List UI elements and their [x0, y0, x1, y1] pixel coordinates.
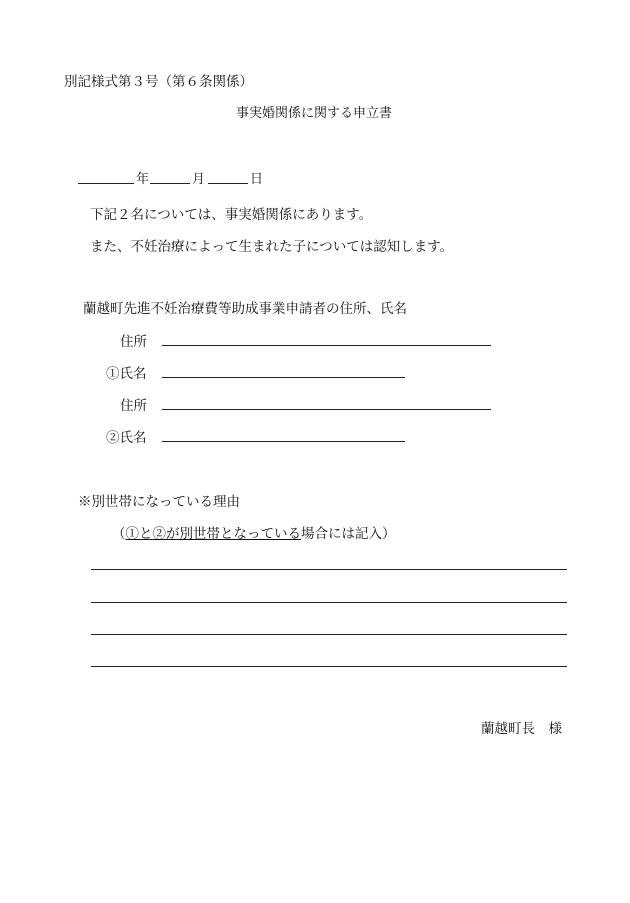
applicant-2-name-field[interactable] [162, 441, 405, 442]
applicant-1-address-label: 住所 [120, 334, 147, 350]
form-number: 別記様式第３号（第６条関係） [64, 74, 253, 90]
date-day-field[interactable] [208, 183, 248, 184]
date-month-field[interactable] [150, 183, 190, 184]
date-year-field[interactable] [78, 183, 134, 184]
page-title: 事実婚関係に関する申立書 [236, 106, 393, 121]
applicant-2-name-label: ②氏名 [106, 430, 147, 446]
applicants-heading: 蘭越町先進不妊治療費等助成事業申請者の住所、氏名 [83, 301, 407, 317]
addressee: 蘭越町長 様 [481, 721, 562, 737]
statement-relationship: 下記２名については、事実婚関係にあります。 [90, 207, 373, 223]
reason-line-4[interactable] [91, 666, 567, 667]
reason-heading: ※別世帯になっている理由 [78, 494, 240, 510]
date-day-label: 日 [250, 172, 264, 187]
reason-note-open: （ [112, 526, 126, 542]
applicant-1-address-field[interactable] [162, 345, 491, 346]
reason-note-underlined: ①と②が別世帯となっている [125, 526, 301, 542]
date-month-label: 月 [192, 172, 206, 187]
applicant-1-name-field[interactable] [162, 377, 405, 378]
applicant-1-name-label: ①氏名 [106, 366, 147, 382]
reason-line-2[interactable] [91, 602, 567, 603]
reason-note-rest: 場合には記入） [301, 526, 396, 542]
applicant-2-address-field[interactable] [162, 409, 491, 410]
statement-acknowledgement: また、不妊治療によって生まれた子については認知します。 [90, 239, 454, 255]
reason-line-3[interactable] [91, 634, 567, 635]
applicant-2-address-label: 住所 [120, 398, 147, 414]
reason-note [112, 522, 396, 542]
date-year-label: 年 [136, 172, 150, 187]
reason-line-1[interactable] [91, 569, 567, 570]
